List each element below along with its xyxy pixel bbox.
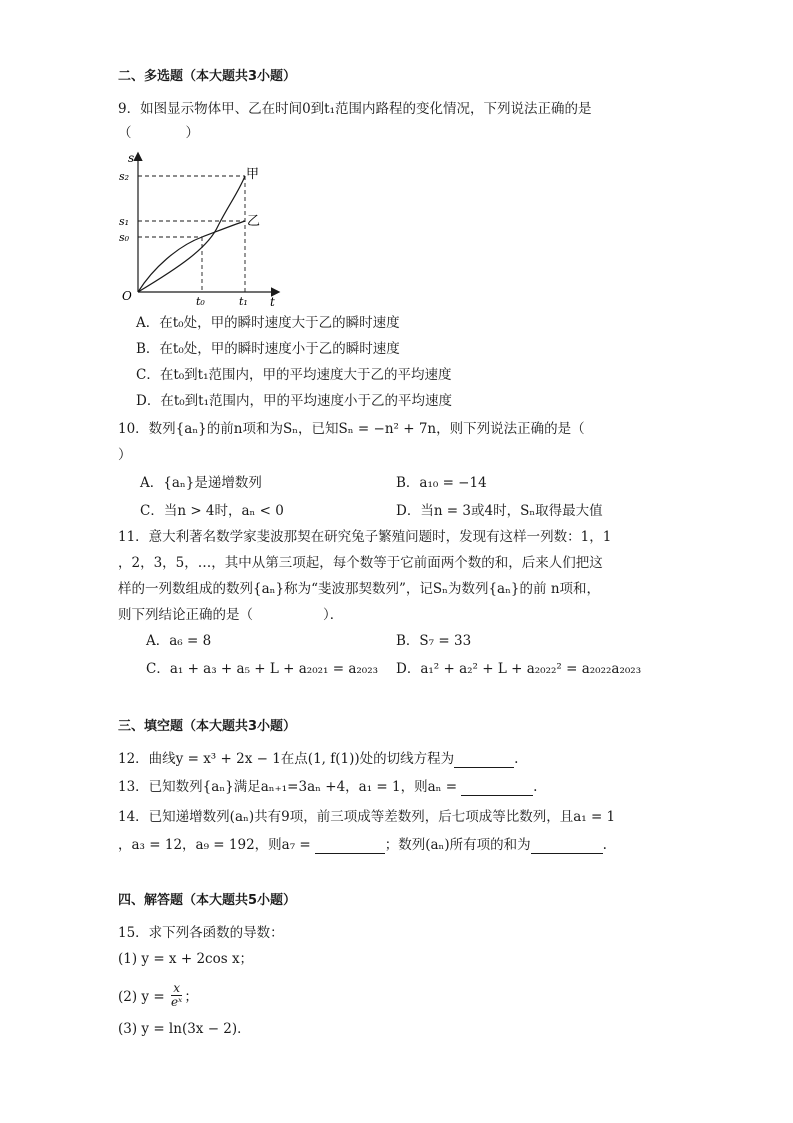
q15-part-2-lhs: (2) y = — [118, 989, 165, 1005]
q9-stem: 9．如图显示物体甲、乙在时间0到t₁范围内路程的变化情况，下列说法正确的是 — [118, 101, 592, 117]
tick-t0: t₀ — [196, 295, 205, 308]
section-heading-multiple-choice: 二、多选题（本大题共3小题） — [118, 69, 297, 84]
section-heading-solutions: 四、解答题（本大题共5小题） — [118, 893, 297, 908]
q10-option-b: B．a₁₀ = −14 — [396, 475, 487, 491]
q13-answer-blank[interactable] — [461, 781, 533, 796]
tick-t1: t₁ — [239, 295, 248, 308]
q15-stem: 15．求下列各函数的导数： — [118, 925, 284, 941]
q14-line-1: 14．已知递增数列(aₙ)共有9项，前三项成等差数列，后七项成等比数列，且a₁ = 1 — [118, 809, 616, 825]
q9-distance-time-graph — [118, 148, 288, 308]
q15-fraction — [171, 982, 182, 1009]
q15-fraction-denominator: eˣ — [170, 995, 183, 1009]
q13-text: 13．已知数列{aₙ}满足aₙ₊₁=3aₙ +4，a₁ = 1，则aₙ = — [118, 779, 458, 795]
axis-label-s: s — [128, 151, 135, 165]
q10-option-d: D．当n = 3或4时，Sₙ取得最大值 — [396, 503, 603, 519]
q14-answer-blank-sum[interactable] — [531, 839, 603, 854]
q9-option-a: A．在t₀处，甲的瞬时速度大于乙的瞬时速度 — [136, 315, 400, 331]
q10-option-a: A．{aₙ}是递增数列 — [140, 475, 262, 491]
q11-line-4 — [118, 606, 343, 624]
q11-line-4-close: ）． — [323, 607, 344, 623]
q10-option-c: C．当n > 4时，aₙ < 0 — [140, 503, 284, 519]
q15-part-2 — [118, 981, 198, 1011]
q15-fraction-numerator: x — [171, 982, 182, 996]
q11-option-b: B．S₇ = 33 — [396, 633, 472, 649]
q9-option-d: D．在t₀到t₁范围内，甲的平均速度小于乙的平均速度 — [136, 393, 452, 409]
label-yi: 乙 — [247, 214, 261, 229]
q12-text: 12．曲线y = x³ + 2x − 1在点(1, f(1))处的切线方程为 — [118, 751, 455, 767]
q10-stem-cont: ） — [118, 447, 132, 463]
q14-line-2-text: ，a₃ = 12，a₉ = 192，则a₇ = — [118, 837, 311, 853]
q15-part-1: (1) y = x + 2cos x； — [118, 951, 254, 967]
q12-line — [118, 750, 518, 768]
section-heading-fill-blank: 三、填空题（本大题共3小题） — [118, 719, 297, 734]
tick-s0: s₀ — [119, 231, 130, 244]
q11-line-1: 11．意大利著名数学家斐波那契在研究兔子繁殖问题时，发现有这样一列数：1，1 — [118, 529, 612, 545]
tick-s1: s₁ — [119, 215, 130, 228]
q14-period: . — [602, 837, 607, 853]
q15-part-3: (3) y = ln(3x − 2)． — [118, 1021, 251, 1037]
q12-answer-blank[interactable] — [454, 753, 514, 768]
q14-line-2 — [118, 836, 607, 854]
q9-answer-paren: （ ） — [118, 125, 199, 141]
q14-answer-blank-a7[interactable] — [315, 839, 385, 854]
origin-label: O — [122, 289, 132, 303]
q11-line-4-text: 则下列结论正确的是（ — [118, 607, 253, 623]
q10-stem: 10．数列{aₙ}的前n项和为Sₙ，已知Sₙ = −n² + 7n，则下列说法正确的是（ — [118, 421, 585, 437]
q14-line-2-mid: ；数列(aₙ)所有项的和为 — [384, 837, 531, 853]
q13-period: . — [533, 779, 538, 795]
q9-option-c: C．在t₀到t₁范围内，甲的平均速度大于乙的平均速度 — [136, 367, 452, 383]
q9-option-b: B．在t₀处，甲的瞬时速度小于乙的瞬时速度 — [136, 341, 400, 357]
q11-line-2: ，2，3，5，…，其中从第三项起，每个数等于它前面两个数的和，后来人们把这 — [118, 555, 603, 571]
q11-option-c: C．a₁ + a₃ + a₅ + L + a₂₀₂₁ = a₂₀₂₃ — [146, 661, 379, 677]
curve-jia — [138, 176, 245, 292]
q12-period: . — [514, 751, 519, 767]
q11-option-d: D．a₁² + a₂² + L + a₂₀₂₂² = a₂₀₂₂a₂₀₂₃ — [396, 661, 642, 677]
q15-part-2-end: ； — [184, 989, 198, 1005]
tick-s2: s₂ — [119, 170, 130, 183]
q11-line-3: 样的一列数组成的数列{aₙ}称为“斐波那契数列”，记Sₙ为数列{aₙ}的前 n项和， — [118, 581, 601, 597]
q13-line — [118, 778, 537, 796]
q11-option-a: A．a₆ = 8 — [146, 633, 212, 649]
axis-label-t: t — [270, 295, 275, 308]
label-jia: 甲 — [246, 167, 260, 182]
